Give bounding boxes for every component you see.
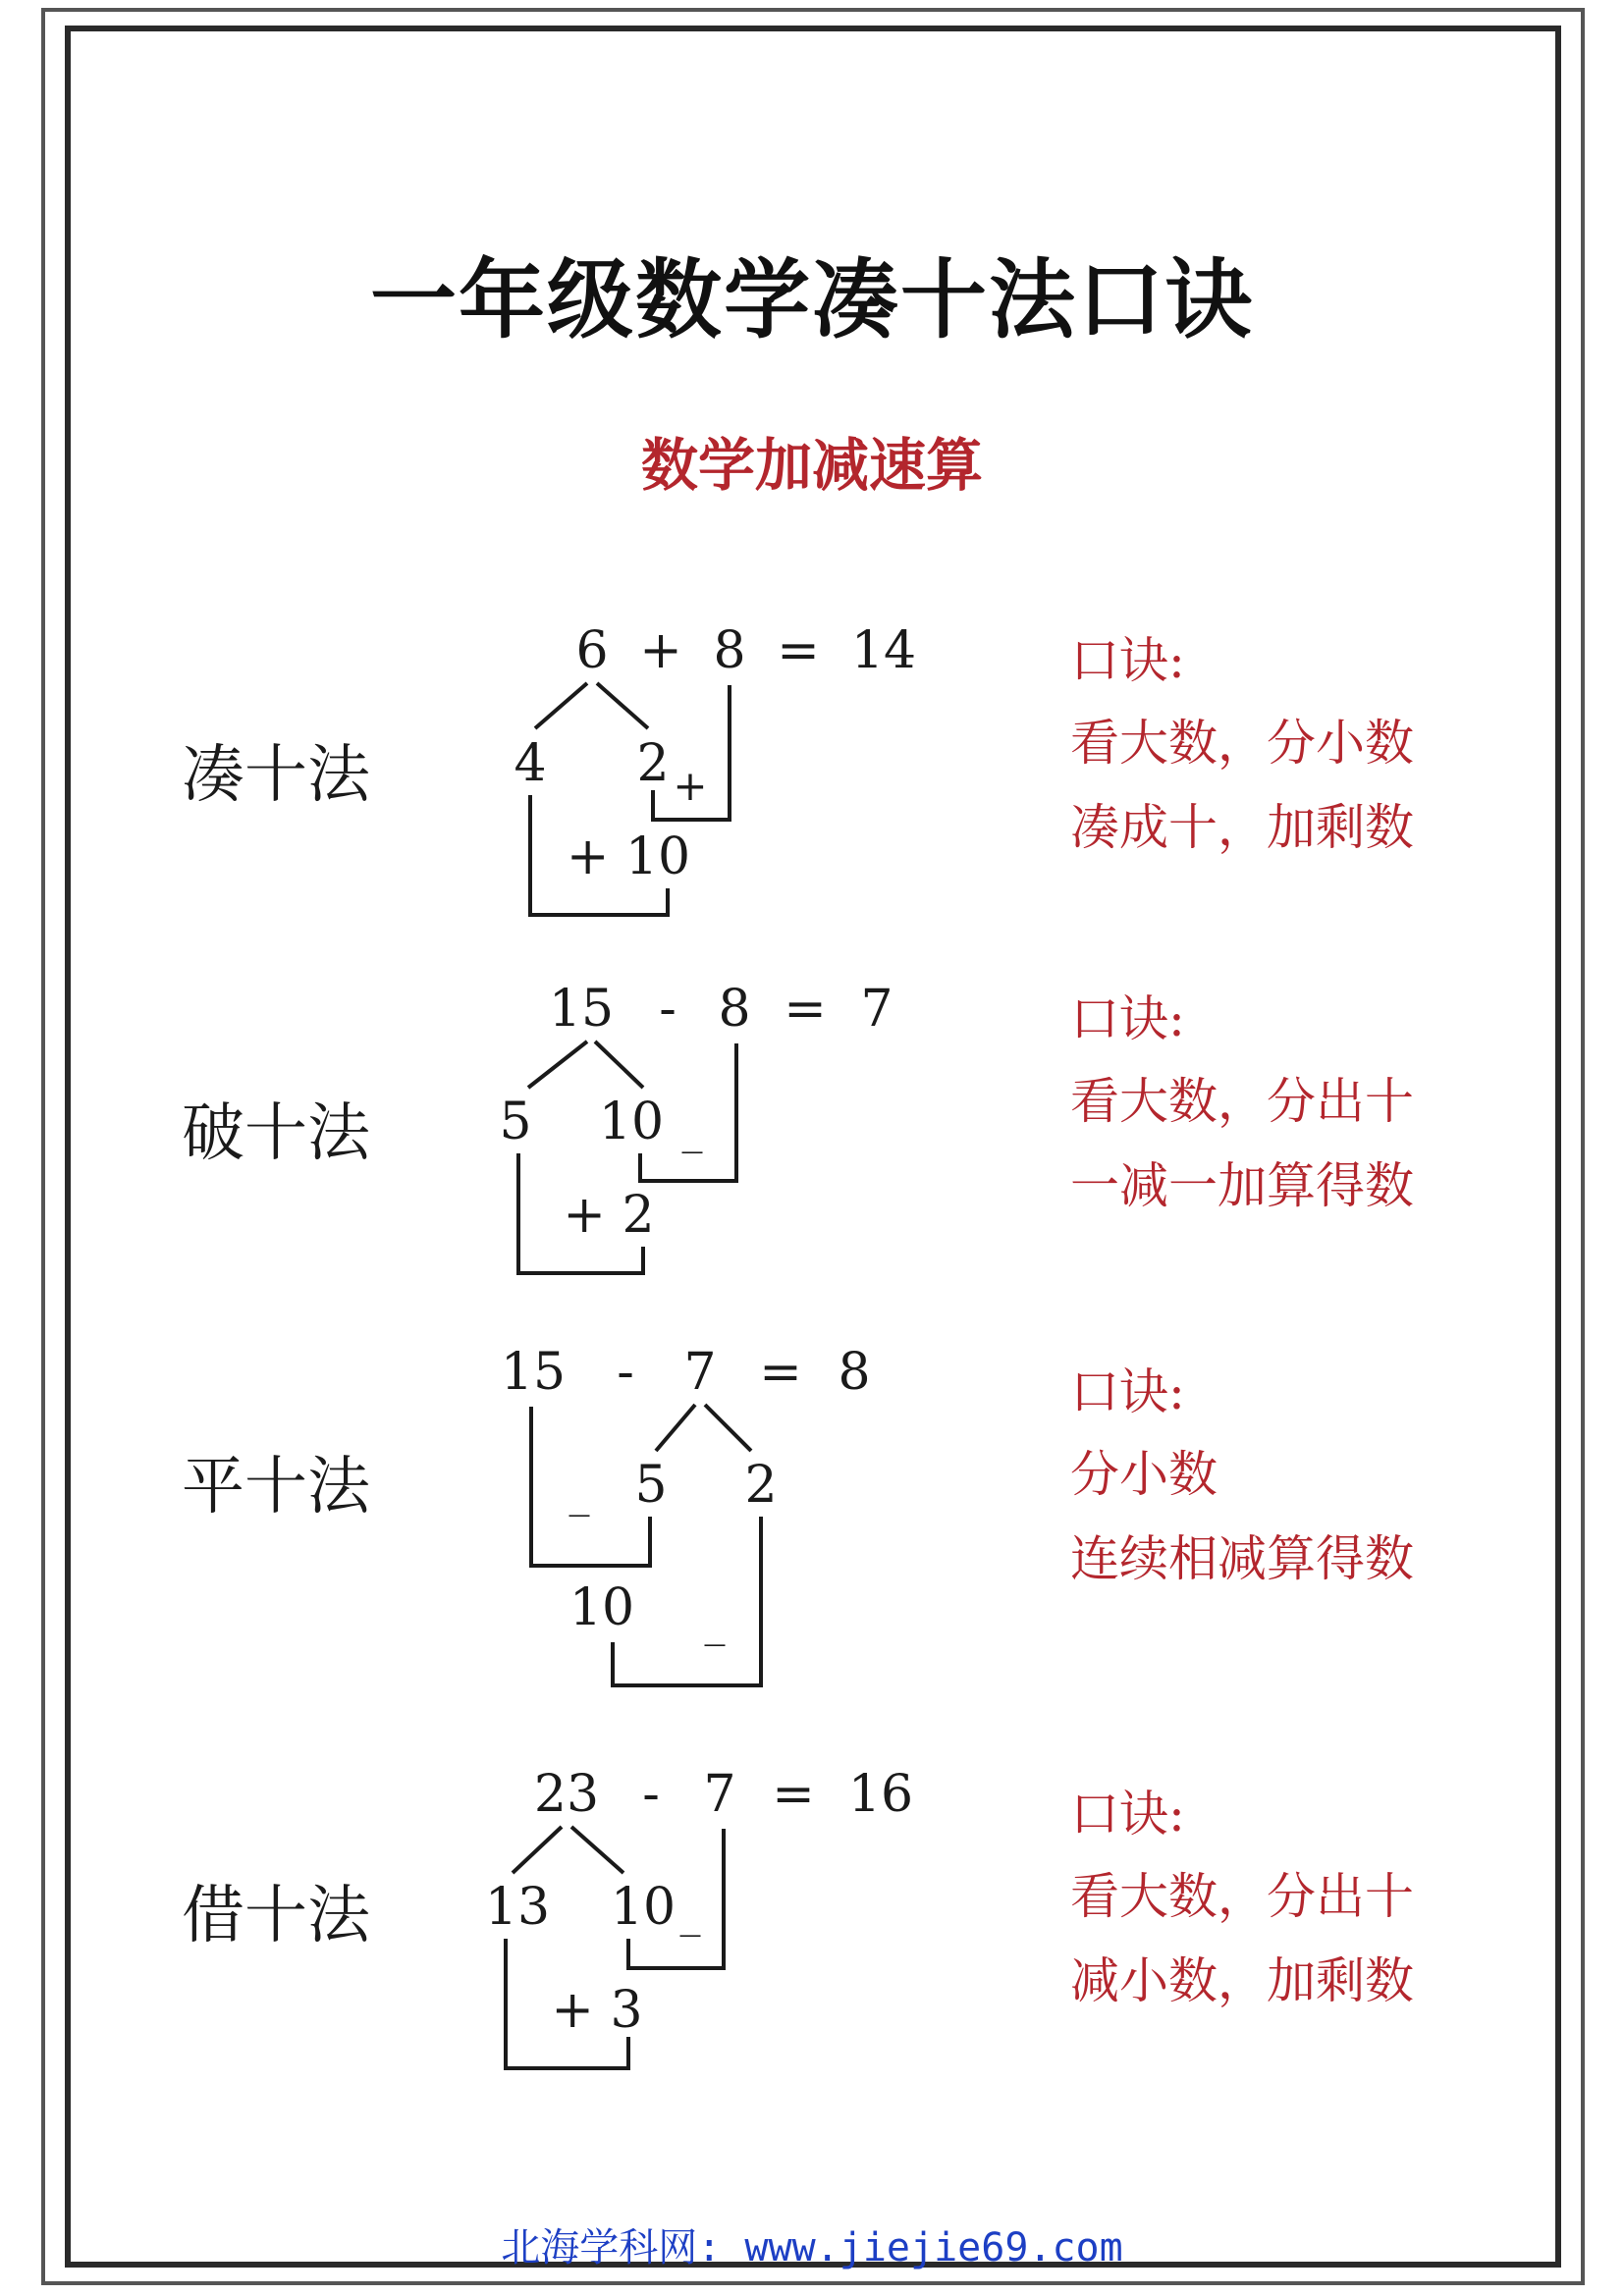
rhyme-line-2: 看大数，分出十 <box>1070 1868 1414 1925</box>
section-poshifa <box>0 967 1624 1360</box>
rhyme-line-3: 连续相减算得数 <box>1070 1530 1414 1587</box>
bracket-large <box>613 1517 761 1685</box>
split-line-right <box>571 1827 623 1873</box>
split-left: 5 <box>634 1456 668 1515</box>
rhyme-line-1: 口诀: <box>1070 632 1185 689</box>
eq-equals: = <box>759 1343 802 1402</box>
rhyme-line-2: 看大数，分小数 <box>1070 715 1414 772</box>
bottom-expr: + 10 <box>566 828 691 886</box>
footer-watermark: 北海学科网: www.jiejie69.com <box>501 2225 1123 2270</box>
split-right: 2 <box>636 734 670 793</box>
op-small: _ <box>681 1105 703 1153</box>
eq-operand-a: 23 <box>533 1765 600 1824</box>
eq-operand-b: 8 <box>718 980 751 1039</box>
page-title: 一年级数学凑十法口诀 <box>369 249 1254 350</box>
eq-operand-b: 7 <box>703 1765 736 1824</box>
split-line-right <box>597 683 648 728</box>
op-bottom: _ <box>704 1598 726 1646</box>
split-right: 2 <box>744 1456 778 1515</box>
eq-operator: + <box>639 621 682 680</box>
rhyme-line-3: 一减一加算得数 <box>1070 1157 1414 1214</box>
op-small: + <box>673 762 708 810</box>
split-line-left <box>513 1827 562 1873</box>
rhyme-line-2: 看大数，分出十 <box>1070 1073 1414 1130</box>
eq-equals: = <box>772 1765 815 1824</box>
bottom-expr: + 2 <box>563 1186 655 1245</box>
eq-operand-a: 15 <box>500 1343 567 1402</box>
eq-operand-a: 15 <box>548 980 615 1039</box>
split-left: 5 <box>499 1093 532 1151</box>
split-line-left <box>535 683 587 728</box>
section-pingshifa <box>0 1330 1624 1723</box>
bottom-expr: + 3 <box>551 1981 643 2040</box>
split-left: 13 <box>484 1878 551 1937</box>
method-name: 破十法 <box>182 1097 370 1170</box>
split-line-right <box>705 1405 751 1451</box>
split-line-left <box>528 1041 587 1088</box>
eq-operator: - <box>642 1765 660 1824</box>
section-jieshifa <box>0 1752 1624 2145</box>
eq-equals: = <box>777 621 820 680</box>
page-subtitle: 数学加减速算 <box>640 432 983 499</box>
eq-equals: = <box>784 980 827 1039</box>
eq-operand-b: 8 <box>713 621 746 680</box>
eq-operator: - <box>659 980 677 1039</box>
rhyme-line-1: 口诀: <box>1070 990 1185 1047</box>
section-coushifa <box>0 609 1624 1001</box>
rhyme-line-3: 凑成十，加剩数 <box>1070 799 1414 856</box>
rhyme-line-1: 口诀: <box>1070 1363 1185 1420</box>
eq-result: 7 <box>860 980 893 1039</box>
op-small: _ <box>568 1468 590 1517</box>
split-left: 4 <box>514 734 547 793</box>
pingshifa-diagram <box>0 1330 1624 1723</box>
eq-result: 8 <box>838 1343 871 1402</box>
rhyme-line-1: 口诀: <box>1070 1786 1185 1842</box>
method-name: 平十法 <box>182 1451 370 1523</box>
bottom-number: 10 <box>568 1578 635 1637</box>
eq-result: 14 <box>850 621 917 680</box>
method-name: 凑十法 <box>182 739 370 812</box>
op-small: _ <box>679 1889 701 1937</box>
rhyme-line-2: 分小数 <box>1070 1446 1218 1503</box>
eq-operand-b: 7 <box>683 1343 717 1402</box>
split-right: 10 <box>598 1093 665 1151</box>
method-name: 借十法 <box>182 1880 370 1952</box>
split-line-right <box>595 1041 643 1088</box>
bracket-small <box>531 1407 650 1566</box>
eq-result: 16 <box>847 1765 914 1824</box>
eq-operator: - <box>617 1343 634 1402</box>
split-line-left <box>656 1405 695 1451</box>
split-right: 10 <box>610 1878 677 1937</box>
eq-operand-a: 6 <box>575 621 609 680</box>
rhyme-line-3: 减小数，加剩数 <box>1070 1952 1414 2009</box>
